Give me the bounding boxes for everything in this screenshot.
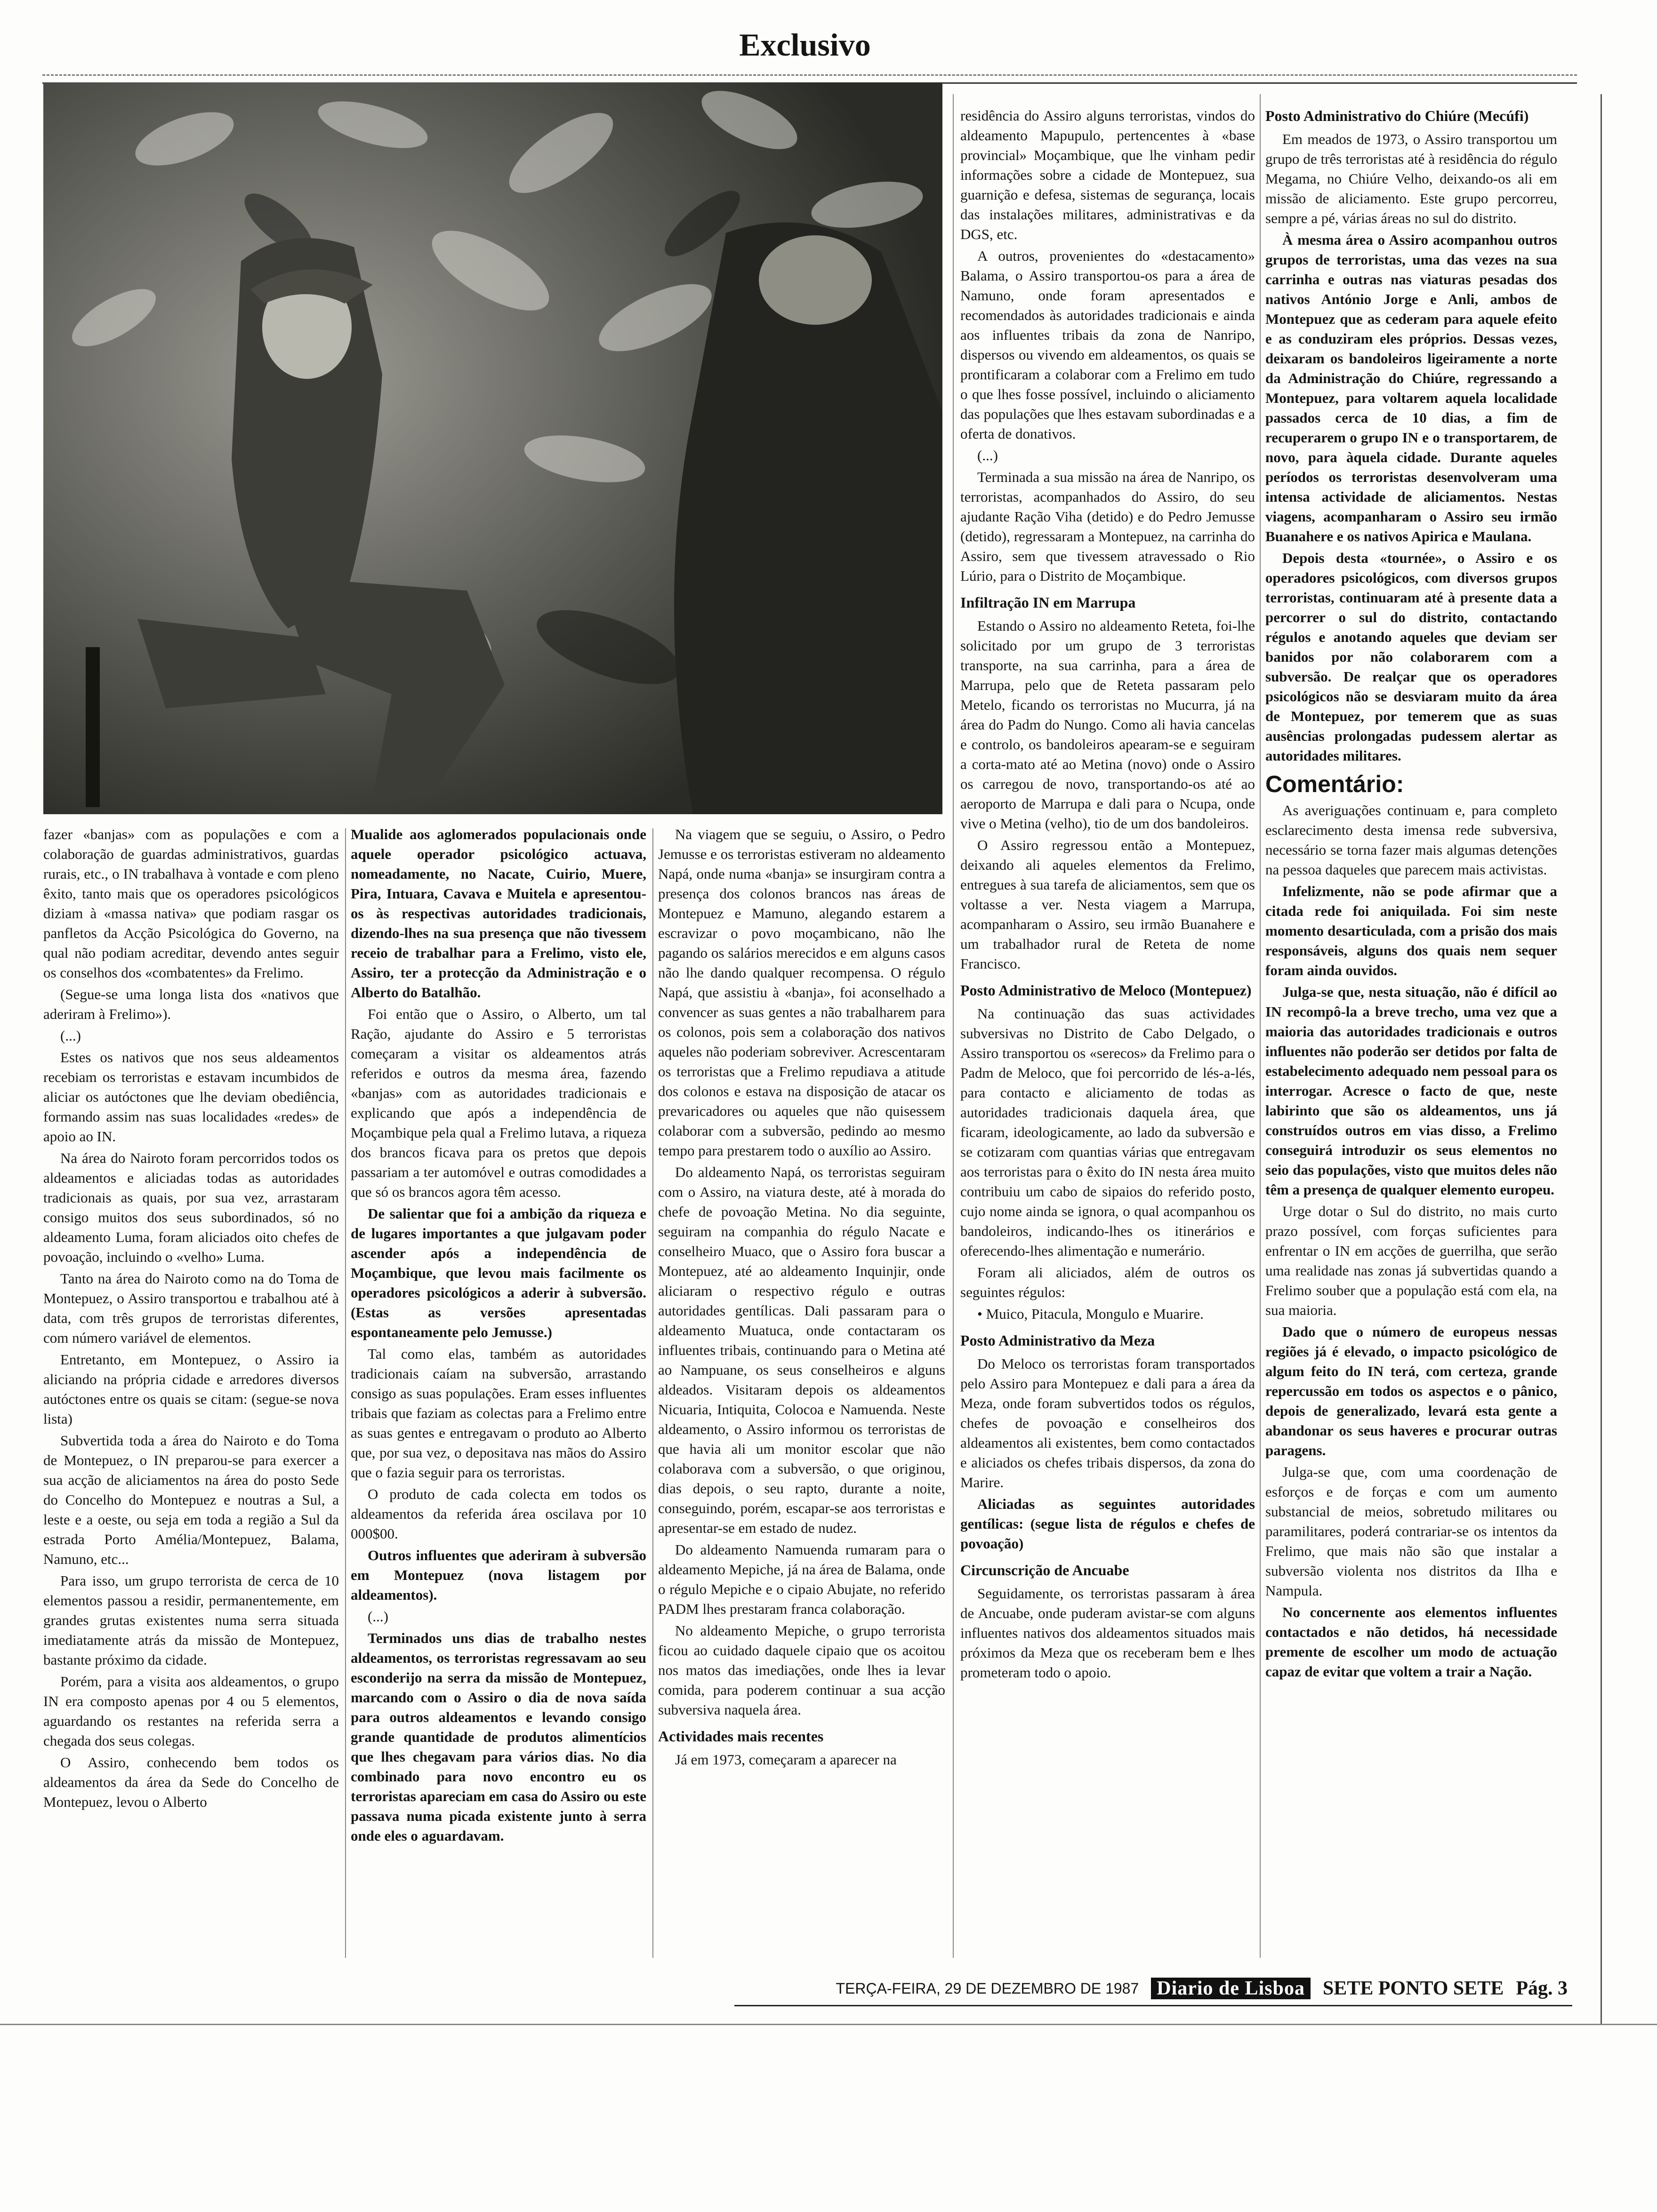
footer-date: TERÇA-FEIRA, 29 DE DEZEMBRO DE 1987 (836, 1980, 1139, 1997)
paragraph: Subvertida toda a área do Nairoto e do Toma de Montepuez, o IN preparou-se para exercer a sua acção de aliciamentos na área do posto Sede do Concelho do Montepuez e noutras a Sul, a leste e a oeste, ou seja em toda a região a Sul da estrada Porto Amélia/Montepuez, Balama, Namuno, etc... (43, 1432, 339, 1567)
paragraph: Tal como elas, também as autoridades tradicionais caíam na subversão, arrastando consigo as suas populações. Eram esses influentes tribais que faziam as colectas para a Frelimo entre as suas gentes e entregavam o produto ao Alberto que, por sua vez, o depositava nas mãos do Assiro que o fazia seguir para os terroristas. (351, 1346, 646, 1481)
article-column-1 (43, 825, 339, 1814)
paragraph: Porém, para a visita aos aldeamentos, o grupo IN era composto apenas por 4 ou 5 elementos, aguardando os restantes na referida serra a chegada dos seus colegas. (43, 1673, 339, 1749)
subheading: Posto Administrativo do Chiúre (Mecúfi) (1265, 107, 1529, 124)
footer-rule (734, 2005, 1572, 2006)
paragraph: Já em 1973, começaram a aparecer na (675, 1751, 897, 1768)
paragraph: Na viagem que se seguiu, o Assiro, o Pedro Jemusse e os terroristas estiveram no aldeamento Napá, onde numa «banja» se insurgiram contra a presença dos colonos brancos nas áreas de Montepuez e Mamuno, alegando estarem a escravizar o povo moçambicano, não lhe pagando os salários merecidos e em alguns casos não lhe dando qualquer recompensa. O régulo Napá, que assistiu à «banja», foi aconselhado a convencer as suas gentes a não trabalharem para os colonos, pois sem a colaboração dos nativos aqueles não poderiam sobreviver. Acrescentaram os terroristas que a Frelimo repudiava a atitude dos colonos e estava na disposição de atacar os prevaricadores ou aqueles que não quisessem colaborar com a subversão, pedindo ao mesmo tempo para prestarem todo o auxílio ao Assiro. (658, 826, 945, 1159)
page-footer (739, 1974, 1568, 2003)
paragraph: Terminada a sua missão na área de Nanripo, os terroristas, acompanhados do Assiro, do seu ajudante Ração Viha (detido) e do Pedro Jemusse (detido), regressaram a Montepuez, na carrinha do Assiro, sem que tivessem atravessado o Rio Lúrio, para o Distrito de Moçambique. (960, 469, 1255, 584)
page-number: Pág. 3 (1516, 1978, 1568, 1999)
paragraph: Para isso, um grupo terrorista de cerca de 10 elementos passou a residir, permanentemente, em grandes grutas existentes numa serra situada imediatamente atrás da missão de Montepuez, bastante próximo da cidade. (43, 1572, 339, 1668)
paragraph: Terminados uns dias de trabalho nestes aldeamentos, os terroristas regressavam ao seu esconderijo na serra da missão de Montepuez, marcando com o Assiro o dia de nova saída para outros aldeamentos e levando consigo grande quantidade de produtos alimentícios que lhes chegavam para vários dias. No dia combinado para novo encontro eu os terroristas apareciam em casa do Assiro ou este passava numa picada existente junto à serra onde eles o aguardavam. (351, 1630, 646, 1844)
paragraph: No aldeamento Mepiche, o grupo terrorista ficou ao cuidado daquele cipaio que os acoitou nos matos das imediações, onde lhes ia levar comida, para poderem continuar a sua acção subversiva naquela área. (658, 1622, 945, 1718)
paragraph: Depois desta «tournée», o Assiro e os operadores psicológicos, com diversos grupos terroristas, continuaram até à presente data a percorrer o sul do distrito, contactando régulos e anotando aqueles que deviam ser banidos por não colaborarem com a subversão. De realçar que os operadores psicológicos não se desviaram muito da área de Montepuez, por temerem que as suas ausências prolongadas pudessem alertar as autoridades militares. (1265, 550, 1557, 764)
header-rule-dashed (42, 74, 1577, 76)
subheading: Posto Administrativo da Meza (960, 1332, 1155, 1349)
paragraph: As averiguações continuam e, para completo esclarecimento desta imensa rede subversiva, necessário se torna fazer mais algumas detenções na pessoa daqueles que parecem mais activistas. (1265, 802, 1557, 878)
paragraph: O produto de cada colecta em todos os aldeamentos da referida área oscilava por 10 000$00. (351, 1486, 646, 1542)
paragraph: Foi então que o Assiro, o Alberto, um tal Ração, ajudante do Assiro e 5 terroristas começaram a visitar os aldeamentos atrás referidos e outros da mesma área, fazendo «banjas» com as autoridades tradicionais e explicando que após a independência de Moçambique pela qual a Frelimo lutava, a riqueza dos brancos ficava para os pretos que depois passariam a ter automóvel e outras comodidades a que só os brancos agora têm acesso. (351, 1006, 646, 1200)
column-rule (1260, 94, 1261, 1958)
paragraph: (...) (368, 1608, 388, 1625)
newspaper-logo: Diario de Lisboa (1151, 1978, 1311, 1999)
paragraph: Aliciadas as seguintes autoridades gentílicas: (segue lista de régulos e chefes de povoação) (960, 1496, 1255, 1552)
subheading: Posto Administrativo de Meloco (Montepuez) (960, 982, 1252, 999)
section-title: Exclusivo (739, 27, 871, 63)
paragraph: (Segue-se uma longa lista dos «nativos que aderiram à Frelimo»). (43, 986, 339, 1022)
subheading: Infiltração IN em Marrupa (960, 594, 1136, 611)
paragraph: À mesma área o Assiro acompanhou outros grupos de terroristas, uma das vezes na sua carrinha e outras nas viaturas pesadas dos nativos António Jorge e Anli, ambos de Montepuez que as cederam para aquele efeito e as conduziram eles próprios. Dessas vezes, deixaram os bandoleiros ligeiramente a norte da Administração do Chiúre, regressando a Montepuez, para voltarem aquela localidade passados cerca de 10 dias, a fim de recuperarem o grupo IN e o transportarem, de novo, para àquela cidade. Durante aqueles períodos os terroristas desenvolveram uma intensa actividade de aliciamentos. Nestas viagens, acompanharam o Assiro seu irmão Buanahere e os nativos Apirica e Maulana. (1265, 232, 1557, 545)
column-rule (652, 828, 653, 1958)
paragraph: Entretanto, em Montepuez, o Assiro ia aliciando na própria cidade e arredores diversos autóctones entre os quais se citam: (segue-se nova lista) (43, 1351, 339, 1427)
soldier-in-jungle-image (43, 82, 942, 814)
paragraph: • Muico, Pitacula, Mongulo e Muarire. (977, 1306, 1204, 1322)
paragraph: Do aldeamento Napá, os terroristas seguiram com o Assiro, na viatura deste, até à morada do chefe de povoação Metina. No dia seguinte, seguiram na companhia do régulo Nacate e conselheiro Muaco, que o Assiro fora buscar a Montepuez, até ao aldeamento Inquinjir, onde aliciaram o respectivo régulo e outras autoridades gentílicas. Dali passaram para o aldeamento Muatuca, onde contactaram os influentes tribais, continuando para o Metina até ao Nampuane, os seus conselheiros e alguns aldeados. Visitaram depois os aldeamentos Nicuaria, Intiquita, Colocoa e Namuenda. Neste aldeamento, o Assiro informou os terroristas de que havia ali um monitor escolar que não colaborava com a subversão, o que originou, dias depois, o seu rapto, durante a noite, conseguindo, porém, escapar-se aos terroristas e apresentar-se em estado de nudez. (658, 1164, 945, 1536)
paragraph: Na continuação das suas actividades subversivas no Distrito de Cabo Delgado, o Assiro transportou os «serecos» da Frelimo para o Padm de Meloco, que foi percorrido de lés-a-lés, para contacto e aliciamento de todas as autoridades tradicionais daquela área, que ficaram, ideologicamente, ao lado da subversão e se cotizaram com quantias várias que entregavam aos terroristas para o êxito do IN nesta área muito contribuiu um cabo de sipaios do referido posto, cujo nome ainda se ignora, o qual acompanhou os bandoleiros, indicando-lhes os itinerários e oferecendo-lhes alimentação e numerário. (960, 1005, 1255, 1259)
paragraph: Estes os nativos que nos seus aldeamentos recebiam os terroristas e estavam incumbidos de aliciar os autóctones que lhe deviam obediência, formando assim nas suas localidades «redes» de apoio ao IN. (43, 1049, 339, 1145)
footer-section: SETE PONTO SETE (1322, 1978, 1504, 1999)
article-column-3 (658, 825, 945, 1771)
paragraph: Julga-se que, nesta situação, não é difícil ao IN recompô-la a breve trecho, uma vez que a maioria das autoridades tradicionais e outros influentes não poderão ser detidos por falta de estabelecimento adequado nem pessoal para os interrogar. Acresce o facto de que, neste labirinto que são os aldeamentos, uns já construídos outros em vias disso, a Frelimo conseguirá introduzir os seus elementos no seio das populações, visto que muitos deles não têm a presença de qualquer elemento europeu. (1265, 984, 1557, 1198)
subheading: Circunscrição de Ancuabe (960, 1562, 1129, 1579)
paragraph: Dado que o número de europeus nessas regiões já é elevado, o impacto psicológico de algum feito do IN terá, com certeza, grande repercussão em todos os aspectos e o pânico, depois de generalizado, levará esta gente a abandonar os seus haveres e procurar outras paragens. (1265, 1323, 1557, 1459)
paragraph: Tanto na área do Nairoto como na do Toma de Montepuez, o Assiro transportou e trabalhou até à data, com três grupos de terroristas diferentes, com número variável de elementos. (43, 1270, 339, 1346)
paragraph: O Assiro, conhecendo bem todos os aldeamentos da área da Sede do Concelho de Montepuez, levou o Alberto (43, 1754, 339, 1810)
scan-edge-line (0, 2024, 1657, 2025)
paragraph: Em meados de 1973, o Assiro transportou um grupo de três terroristas até à residência do régulo Megama, no Chiúre Velho, deixando-os ali em missão de aliciamento. Este grupo percorreu, sempre a pé, várias áreas no sul do distrito. (1265, 131, 1557, 226)
paragraph: Foram ali aliciados, além de outros os seguintes régulos: (960, 1264, 1255, 1300)
article-photo (43, 82, 942, 814)
column-rule (953, 94, 954, 1958)
comment-heading: Comentário: (1265, 771, 1404, 797)
paragraph: Infelizmente, não se pode afirmar que a citada rede foi aniquilada. Foi sim neste momento desarticulada, com a prisão dos mais responsáveis, alguns dos quais nem sequer foram ainda ouvidos. (1265, 883, 1557, 978)
column-rule (345, 828, 346, 1958)
paragraph: Do Meloco os terroristas foram transportados pelo Assiro para Montepuez e dali para a área da Meza, onde foram subvertidos todos os régulos, chefes de povoação e conselheiros dos aldeamentos ali existentes, bem como contactados e aliciados os chefes tribais dispersos, da zona do Marire. (960, 1355, 1255, 1491)
paragraph: Julga-se que, com uma coordenação de esforços e de forças e com um aumento substancial de meios, sobretudo militares ou paramilitares, poderá contrariar-se os intentos da Frelimo, que mais não são que instalar a subversão violenta nos distritos da Ilha e Nampula. (1265, 1464, 1557, 1599)
paragraph: Seguidamente, os terroristas passaram à área de Ancuabe, onde puderam avistar-se com alguns influentes nativos dos aldeamentos situados mais próximos da Meza que os receberam bem e lhes prometeram todo o apoio. (960, 1585, 1255, 1681)
paragraph: A outros, provenientes do «destacamento» Balama, o Assiro transportou-os para a área de Namuno, onde foram apresentados e recomendados às autoridades tradicionais e ainda aos influentes tribais da zona de Nanripo, dispersos ou vivendo em aldeamentos, os quais se prontificaram a colaborar com a Frelimo em tudo o que lhes fosse possível, incluindo o aliciamento das populações que lhes estavam subordinadas e a oferta de donativos. (960, 248, 1255, 442)
paragraph: Urge dotar o Sul do distrito, no mais curto prazo possível, com forças suficientes para enfrentar o IN em acções de guerrilha, que serão uma realidade nas zonas já subvertidas quando a Frelimo souber que a população está com ela, na sua maioria. (1265, 1203, 1557, 1318)
paragraph: Do aldeamento Namuenda rumaram para o aldeamento Mepiche, já na área de Balama, onde o régulo Mepiche e o cipaio Abujate, no referido PADM lhes prestaram franca colaboração. (658, 1541, 945, 1617)
paragraph: Outros influentes que aderiram à subversão em Montepuez (nova listagem por aldeamentos). (351, 1547, 646, 1603)
scan-edge-line (1601, 94, 1602, 2024)
subheading: Actividades mais recentes (658, 1728, 824, 1745)
paragraph: Estando o Assiro no aldeamento Reteta, foi-lhe solicitado por um grupo de 3 terroristas transporte, na sua carrinha, para a área de Marrupa, pelo que de Reteta passaram pelo Metelo, ficando os terroristas no Mucurra, já na área do Padm do Nungo. Como ali havia cancelas e controlo, os bandoleiros apearam-se e seguiram a corta-mato até ao Metina (novo) onde o Assiro os carregou de novo, transportando-os até ao aeroporto de Marrupa e dali para o Ncupa, onde vive o Metina (velho), tio de um dos bandoleiros. (960, 617, 1255, 832)
article-column-2 (351, 825, 646, 1848)
paragraph: No concernente aos elementos influentes contactados e não detidos, há necessidade premente de escolher um modo de actuação capaz de evitar que voltem a trair a Nação. (1265, 1604, 1557, 1680)
article-column-5 (1265, 106, 1557, 1683)
paragraph: Mualide aos aglomerados populacionais onde aquele operador psicológico actuava, nomeadamente, no Nacate, Cuirio, Muere, Pira, Intuara, Cavava e Muitela e apresentou-os às respectivas autoridades tradicionais, dizendo-lhes na sua presença que não tivessem receio de trabalhar para a Frelimo, visto ele, Assiro, ter a protecção da Administração e o Alberto do Batalhão. (351, 826, 646, 1001)
paragraph: fazer «banjas» com as populações e com a colaboração de guardas administrativos, guardas rurais, etc., o IN trabalhava à vontade e com pleno êxito, tanto mais que os operadores psicológicos diziam à «massa nativa» que podiam rasgar os panfletos da Acção Psicológica do Governo, na qual não podiam acreditar, devendo antes seguir os conselhos dos «combatentes» da Frelimo. (43, 826, 339, 981)
paragraph: residência do Assiro alguns terroristas, vindos do aldeamento Mapupulo, pertencentes à «base provincial» Moçambique, que lhe vinham pedir informações sobre a cidade de Montepuez, sua guarnição e defesa, sistemas de segurança, locais das instalações militares, administrativas e da DGS, etc. (960, 107, 1255, 242)
paragraph: Na área do Nairoto foram percorridos todos os aldeamentos e aliciadas todas as autoridades tradicionais as quais, por sua vez, arrastaram consigo muitos dos seus subordinados, só no aldeamento Luma, foram aliciados oito chefes de povoação, incluindo o «velho» Luma. (43, 1150, 339, 1265)
article-column-4 (960, 106, 1255, 1684)
paragraph: O Assiro regressou então a Montepuez, deixando ali aqueles elementos da Frelimo, entregues à sua tarefa de aliciamentos, sem que os voltasse a ver. Nesta viagem a Marrupa, acompanharam o Assiro, seu irmão Buanahere e um trabalhador rural de Reteta de nome Francisco. (960, 837, 1255, 972)
paragraph: (...) (60, 1027, 81, 1044)
paragraph: (...) (977, 447, 998, 464)
paragraph: De salientar que foi a ambição da riqueza e de lugares importantes a que julgavam poder ascender após a independência de Moçambique, que levou mais facilmente os operadores psicológicos a aderir à subversão. (Estas as versões apresentadas espontaneamente pelo Jemusse.) (351, 1205, 646, 1340)
